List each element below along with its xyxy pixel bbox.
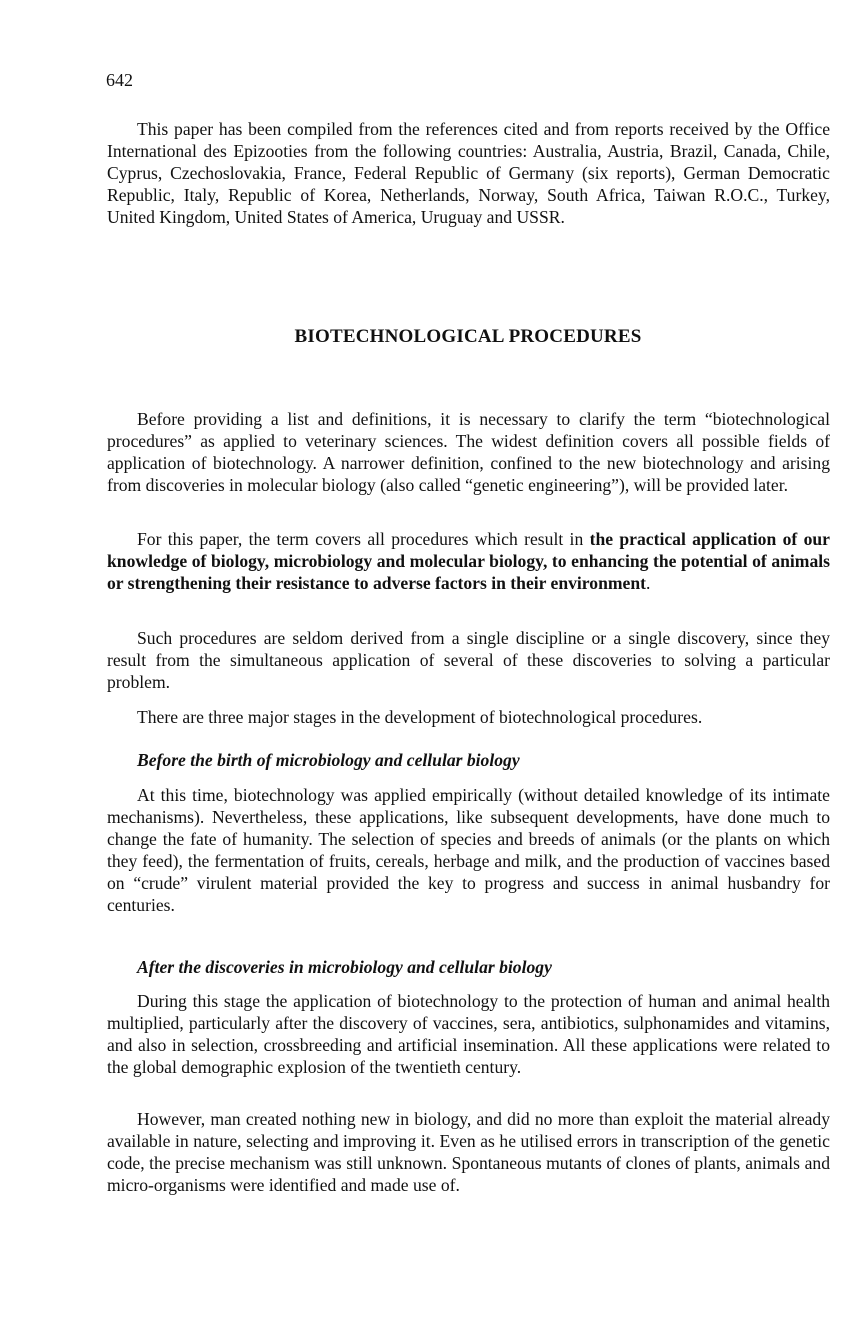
- paragraph-empirical: At this time, biotechnology was applied empirically (without detailed knowledge of its intimate mechanisms). Nevertheless, these applications, like subsequent developments, have done much to change the fate of humanity. The selection of species and breeds of animals (or the plants on which they feed), the fermentation of fruits, cereals, herbage and milk, and the production of vaccines based on “crude” virulent material provided the key to progress and success in animal husbandry for centuries.: [107, 785, 830, 915]
- page-number: 642: [106, 70, 133, 90]
- paragraph-scope-emphasis: the practical application of our knowledge of biology, microbiology and molecular biology, to enhancing the potential of animals or strengthening their resistance to adverse factors in their environment: [107, 529, 830, 593]
- paragraph-nothing-new: However, man created nothing new in biology, and did no more than exploit the material already available in nature, selecting and improving it. Even as he utilised errors in transcription of the genetic code, the precise mechanism was still unknown. Spontaneous mutants of clones of plants, animals and micro-organisms were identified and made use of.: [107, 1109, 830, 1195]
- subheading-before-microbiology: Before the birth of microbiology and cellular biology: [137, 750, 520, 770]
- subheading-after-discoveries: After the discoveries in microbiology and cellular biology: [137, 957, 552, 977]
- paragraph-definition: Before providing a list and definitions, it is necessary to clarify the term “biotechnological procedures” as applied to veterinary sciences. The widest definition covers all possible fields of application of biotechnology. A narrower definition, confined to the new biotechnology and arising from discoveries in molecular biology (also called “genetic engineering”), will be provided later.: [107, 409, 830, 495]
- paragraph-health-applications: During this stage the application of biotechnology to the protection of human and animal health multiplied, particularly after the discovery of vaccines, sera, antibiotics, sulphonamides and vitamins, and also in selection, crossbreeding and artificial insemination. All these applications were related to the global demographic explosion of the twentieth century.: [107, 991, 830, 1077]
- paragraph-scope-text: For this paper, the term covers all procedures which result in: [137, 529, 590, 549]
- section-heading: BIOTECHNOLOGICAL PROCEDURES: [294, 326, 642, 347]
- paragraph-stages: There are three major stages in the development of biotechnological procedures.: [137, 707, 703, 727]
- paragraph-disciplines: Such procedures are seldom derived from a single discipline or a single discovery, since they result from the simultaneous application of several of these discoveries to solving a particular problem.: [107, 628, 830, 692]
- paragraph-scope: [107, 528, 830, 594]
- paragraph-scope-end: .: [646, 573, 651, 593]
- intro-paragraph: This paper has been compiled from the references cited and from reports received by the Office International des Epizooties from the following countries: Australia, Austria, Brazil, Canada, Chile, Cyprus, Czechoslovakia, France, Federal Republic of Germany (six reports), German Democratic Republic, Italy, Republic of Korea, Netherlands, Norway, South Africa, Taiwan R.O.C., Turkey, United Kingdom, United States of America, Uruguay and USSR.: [107, 119, 830, 227]
